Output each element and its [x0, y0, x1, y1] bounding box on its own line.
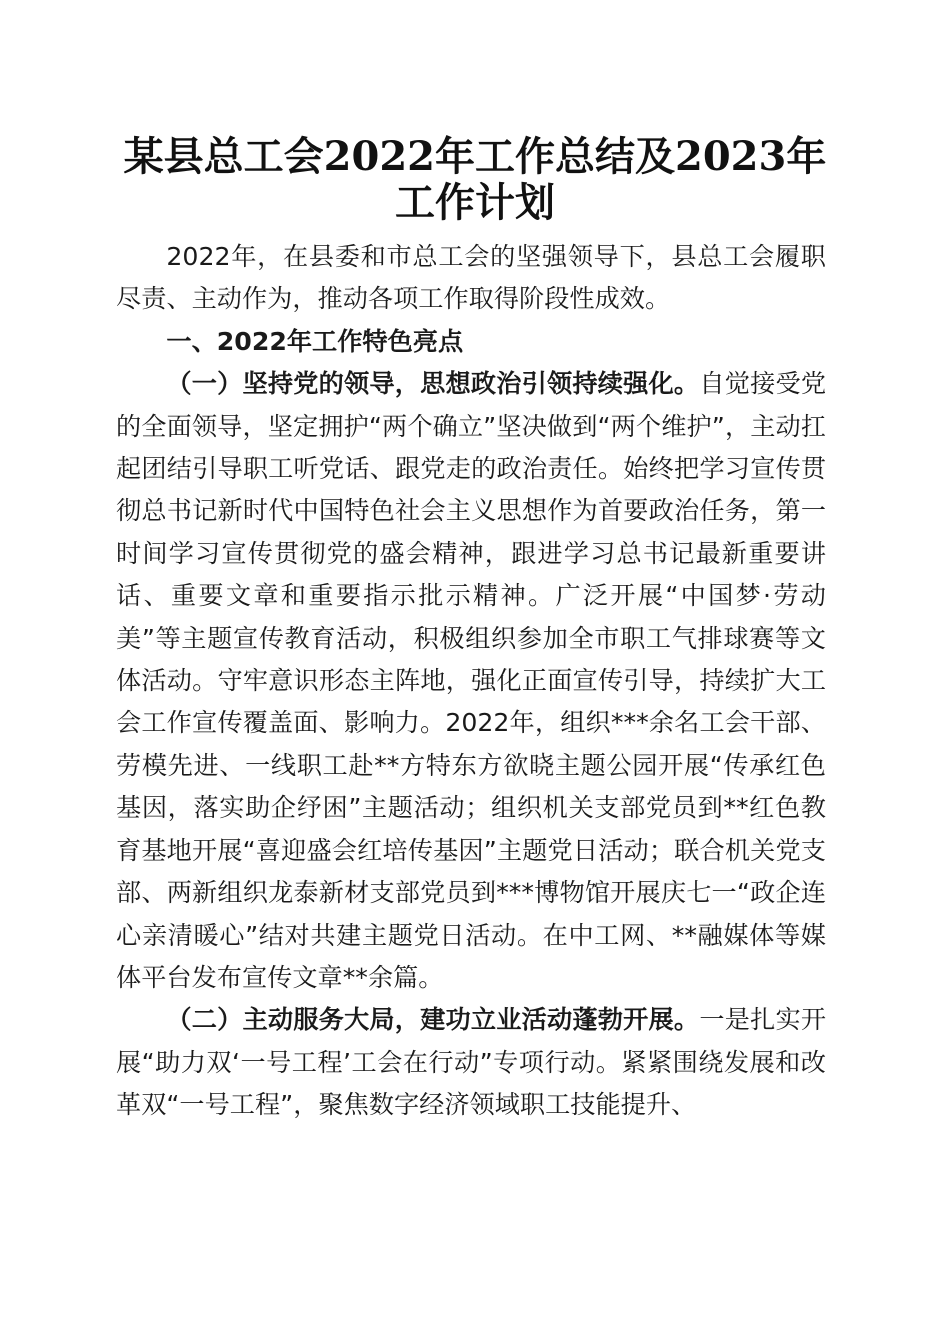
paragraph-1 [116, 363, 826, 999]
document-title: 某县总工会2022年工作总结及2023年工作计划 [123, 133, 827, 226]
paragraph-1-body: 自觉接受党的全面领导，坚定拥护“两个确立”坚决做到“两个维护”，主动扛起团结引导职工听党话、跟党走的政治责任。始终把学习宣传贯彻总书记新时代中国特色社会主义思想作为首要政治任务，第一时间学习宣传贯彻党的盛会精神，跟进学习总书记最新重要讲话、重要文章和重要指示批示精神。广泛开展“中国梦·劳动美”等主题宣传教育活动，积极组织参加全市职工气排球赛等文体活动。守牢意识形态主阵地，强化正面宣传引导，持续扩大工会工作宣传覆盖面、影响力。2022年，组织***余名工会干部、劳模先进、一线职工赴**方特东方欲晓主题公园开展“传承红色基因，落实助企纾困”主题活动；组织机关支部党员到**红色教育基地开展“喜迎盛会红培传基因”主题党日活动；联合机关党支部、两新组织龙泰新材支部党员到***博物馆开展庆七一“政企连心亲清暖心”结对共建主题党日活动。在中工网、**融媒体等媒体平台发布宣传文章**余篇。 [116, 369, 827, 992]
paragraph-2-body: 一是扎实开展“助力双‘一号工程’工会在行动”专项行动。紧紧围绕发展和改革双“一号工程”，聚焦数字经济领域职工技能提升、 [116, 1005, 827, 1120]
section-heading: 一、2022年工作特色亮点 [166, 326, 464, 356]
paragraph-2 [116, 999, 826, 1126]
intro-paragraph: 2022年，在县委和市总工会的坚强领导下，县总工会履职尽责、主动作为，推动各项工作取得阶段性成效。 [116, 242, 826, 314]
paragraph-2-lead: （二）主动服务大局，建功立业活动蓬勃开展。 [166, 1005, 700, 1035]
paragraph-1-lead: （一）坚持党的领导，思想政治引领持续强化。 [166, 369, 700, 399]
document-body [116, 236, 826, 1127]
